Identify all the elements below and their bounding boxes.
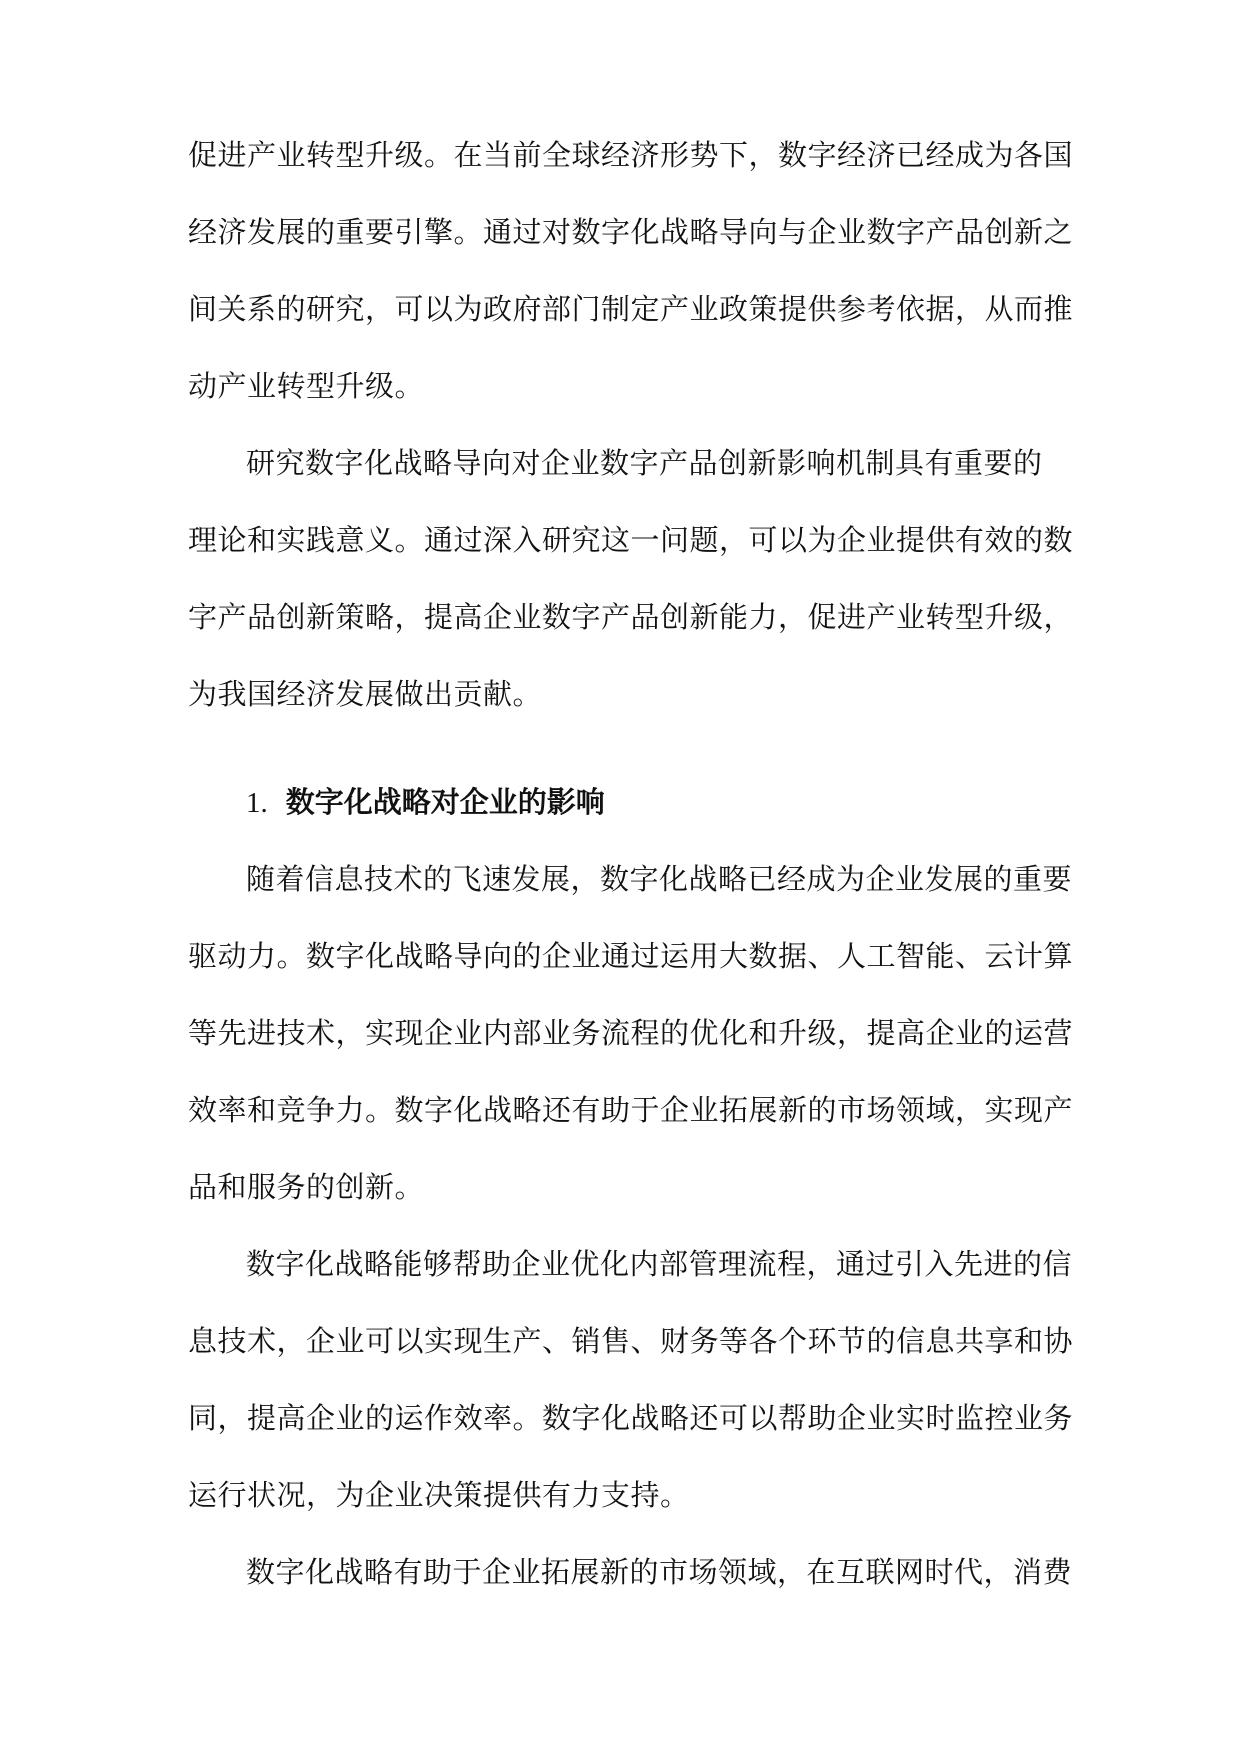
text-line: 等先进技术，实现企业内部业务流程的优化和升级，提高企业的运营 [188,1016,1074,1050]
text-line: 动产业转型升级。 [188,369,425,403]
section-number: 1. [246,787,268,819]
section-heading [246,782,605,822]
text-line: 随着信息技术的飞速发展，数字化战略已经成为企业发展的重要 [246,862,1073,896]
text-line: 经济发展的重要引擎。通过对数字化战略导向与企业数字产品创新之 [188,215,1074,249]
text-line: 研究数字化战略导向对企业数字产品创新影响机制具有重要的 [246,446,1043,480]
text-line: 息技术，企业可以实现生产、销售、财务等各个环节的信息共享和协 [188,1324,1074,1358]
text-line: 字产品创新策略，提高企业数字产品创新能力，促进产业转型升级， [188,600,1074,634]
text-line: 间关系的研究，可以为政府部门制定产业政策提供参考依据，从而推 [188,292,1074,326]
text-line: 促进产业转型升级。在当前全球经济形势下，数字经济已经成为各国 [188,138,1074,172]
text-line: 理论和实践意义。通过深入研究这一问题，可以为企业提供有效的数 [188,523,1074,557]
text-line: 效率和竞争力。数字化战略还有助于企业拓展新的市场领域，实现产 [188,1093,1074,1127]
text-line: 为我国经济发展做出贡献。 [188,677,543,711]
text-line: 品和服务的创新。 [188,1170,425,1204]
text-line: 同，提高企业的运作效率。数字化战略还可以帮助企业实时监控业务 [188,1401,1074,1435]
text-line: 运行状况，为企业决策提供有力支持。 [188,1478,690,1512]
text-line: 驱动力。数字化战略导向的企业通过运用大数据、人工智能、云计算 [188,939,1074,973]
text-line: 数字化战略有助于企业拓展新的市场领域，在互联网时代，消费 [246,1555,1073,1589]
text-line: 数字化战略能够帮助企业优化内部管理流程，通过引入先进的信 [246,1247,1073,1281]
section-title: 数字化战略对企业的影响 [285,785,605,819]
